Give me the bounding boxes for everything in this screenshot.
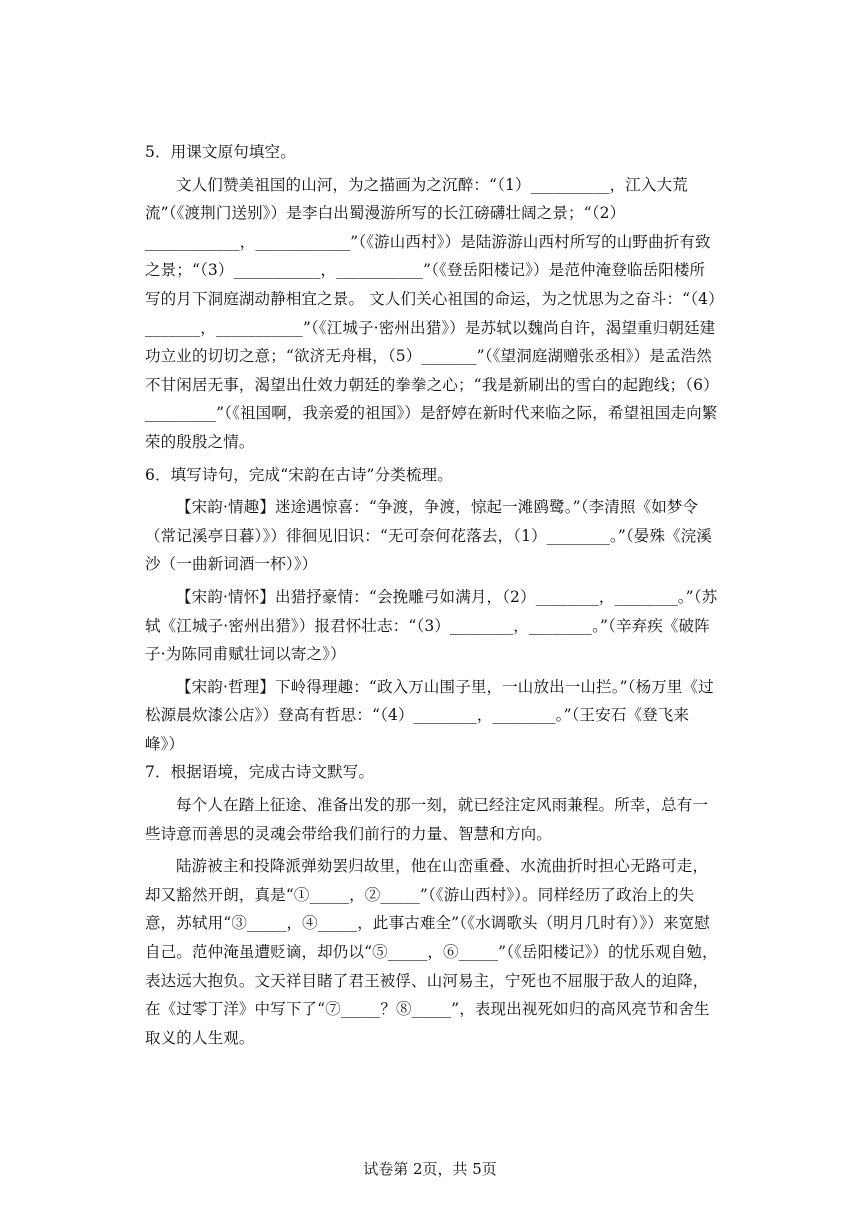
- question-5-paragraph: 文人们赞美祖国的山河，为之描画为之沉醉：“（1）__________，江入大荒流”（《渡荆门送别》）是李白出蜀漫游所写的长江磅礴壮阔之景；“（2）____________，____________”（《游山西村》）是陆游游山西村所写的山野曲折有致之景；“（3）___________，___________”（《登岳阳楼记》）是范仲淹登临岳阳楼所写的月下洞庭湖动静相宜之景。 文人们关心祖国的命运，为之忧思为之奋斗：“（4）_______，___________”（《江城子·密州出猎》）是苏轼以魏尚自许，渴望重归朝廷建功立业的切切之意；“欲济无舟楫，（5）_______”（《望洞庭湖赠张丞相》）是孟浩然不甘闲居无事，渴望出仕效力朝廷的拳拳之心；“我是新刷出的雪白的起跑线；（6）_________”（《祖国啊，我亲爱的祖国》）是舒婷在新时代来临之际，希望祖国走向繁荣的殷殷之情。: [145, 175, 719, 451]
- page-content: [145, 138, 720, 1052]
- question-7-paragraph-1: 每个人在踏上征途、准备出发的那一刻，就已经注定风雨兼程。所幸，总有一些诗意而善思的灵魂会带给我们前行的力量、智慧和方向。: [145, 796, 709, 843]
- question-6-item-zheli: 【宋韵·哲理】下岭得理趣：“政入万山围子里，一山放出一山拦。”（杨万里《过松源晨炊漆公店》）登高有哲思：“（4）________，________。”（王安石《登飞来峰》）: [145, 677, 714, 753]
- question-6-item-qinghuai: 【宋韵·情怀】出猎抒豪情：“会挽雕弓如满月，（2）________，________。”（苏轼《江城子·密州出猎》）报君怀壮志：“（3）________，________。”（辛弃疾《破阵子·为陈同甫赋壮词以寄之》）: [145, 587, 718, 664]
- question-7-paragraph-2: 陆游被主和投降派弹劾罢归故里，他在山峦重叠、水流曲折时担心无路可走，却又豁然开朗，真是“①_____，②_____”（《游山西村》）。同样经历了政治上的失意，苏轼用“③_____，④_____，此事古难全”（《水调歌头（明月几时有）》）来宽慰自己。范仲淹虽遭贬谪，却仍以“⑤_____，⑥_____”（《岳阳楼记》）的忧乐观自勉，表达远大抱负。文天祥目睹了君王被俘、山河易主，宁死也不屈服于敌人的迫降，在《过零丁洋》中写下了“⑦_____？⑧_____”，表现出视死如归的高风亮节和舍生取义的人生观。: [145, 857, 718, 1047]
- page-footer: 试卷第 2页，共 5页: [363, 1160, 497, 1178]
- question-7-title: 7．根据语境，完成古诗文默写。: [145, 763, 375, 782]
- question-5-title: 5．用课文原句填空。: [145, 143, 296, 161]
- question-6-item-qingqu: 【宋韵·情趣】迷途遇惊喜：“争渡，争渡，惊起一滩鸥鹭。”（李清照《如梦令（常记溪亭日暮）》）徘徊见旧识：“无可奈何花落去，（1）________。”（晏殊《浣溪沙（一曲新词酒一杯）》）: [145, 498, 713, 574]
- question-6-title: 6．填写诗句，完成“宋韵在古诗”分类梳理。: [145, 465, 453, 484]
